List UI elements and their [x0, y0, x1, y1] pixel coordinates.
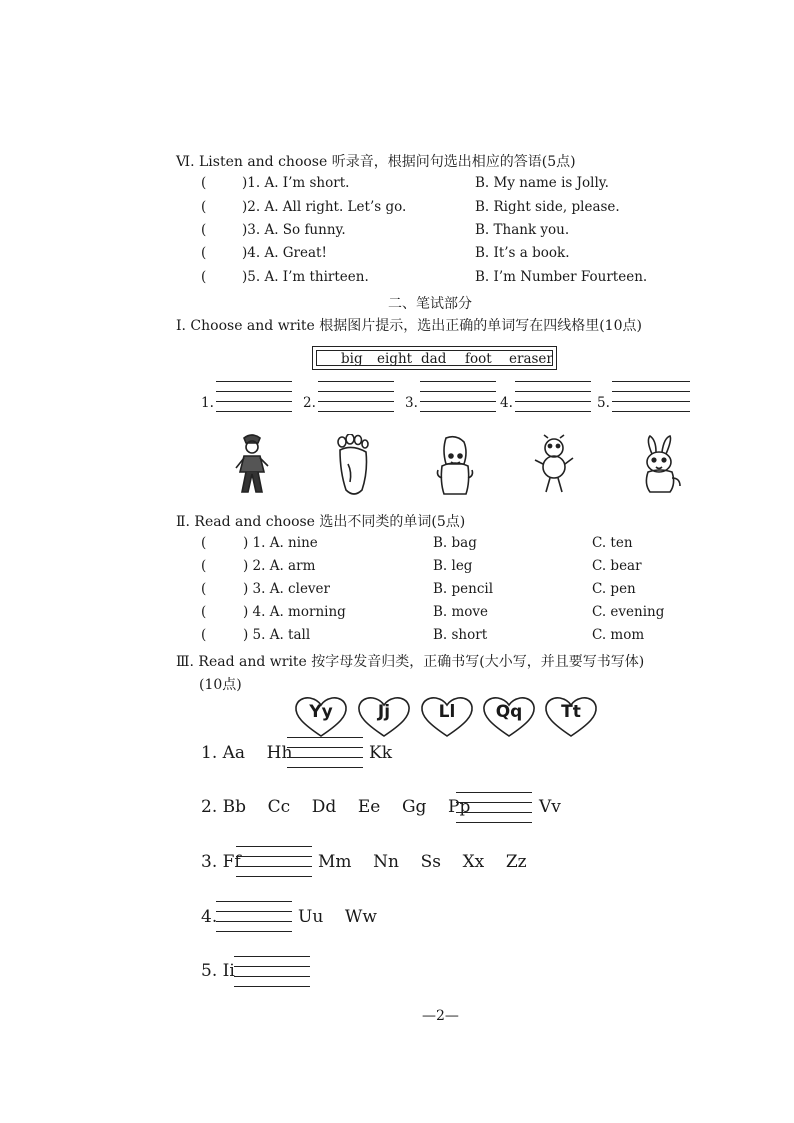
section-6-title: Ⅵ. Listen and choose 听录音，根据问句选出相应的答语(5点) [176, 154, 576, 170]
writing-grid[interactable] [515, 381, 591, 411]
heart-letter-yy [293, 696, 349, 738]
paren-open: ( [201, 199, 207, 215]
word-bank-word: foot [465, 351, 492, 367]
letter-line-2-prefix: 2. Bb Cc Dd Ee Gg Pp [201, 797, 471, 817]
option-a: )3. A. So funny. [242, 222, 346, 238]
option-a: ) 2. A. arm [243, 558, 316, 574]
section-3-title: Ⅲ. Read and write 按字母发音归类，正确书写(大小写，并且要写书写体) [176, 654, 645, 670]
writing-grid[interactable] [420, 381, 496, 411]
eraser-picture-icon [434, 434, 476, 498]
letter-line-1-prefix: 1. Aa Hh [201, 743, 293, 763]
paren-open: ( [201, 581, 207, 597]
writing-grid[interactable] [216, 381, 292, 411]
written-part-heading: 二、笔试部分 [388, 296, 472, 312]
word-bank-word: eight [377, 351, 413, 367]
section-3-points: (10点) [199, 677, 242, 693]
paren-open: ( [201, 535, 207, 551]
writing-grid[interactable] [236, 846, 312, 876]
option-b: B. Thank you. [475, 222, 570, 238]
writing-grid[interactable] [234, 956, 310, 986]
option-c: C. pen [592, 581, 636, 597]
option-a: )5. A. I’m thirteen. [242, 269, 369, 285]
letter-line-2-suffix: Vv [539, 797, 561, 817]
section-2-title: Ⅱ. Read and choose 选出不同类的单词(5点) [176, 514, 466, 530]
letter-line-4-suffix: Uu Ww [298, 907, 377, 927]
page-number: —2— [422, 1008, 459, 1024]
heart-letter-jj [356, 696, 412, 738]
word-bank-word: dad [421, 351, 447, 367]
paren-open: ( [201, 245, 207, 261]
paren-open: ( [201, 269, 207, 285]
option-c: C. evening [592, 604, 665, 620]
paren-open: ( [201, 175, 207, 191]
option-a: ) 1. A. nine [243, 535, 318, 551]
heart-label: Ll [438, 702, 456, 722]
option-a: ) 3. A. clever [243, 581, 330, 597]
option-b: B. leg [433, 558, 473, 574]
item-number: 1. [201, 395, 214, 411]
heart-label: Yy [309, 702, 333, 722]
option-a: ) 5. A. tall [243, 627, 311, 643]
option-b: B. I’m Number Fourteen. [475, 269, 648, 285]
item-number: 2. [303, 395, 316, 411]
option-b: B. My name is Jolly. [475, 175, 609, 191]
paren-open: ( [201, 558, 207, 574]
word-bank-word: eraser [509, 351, 553, 367]
letter-line-1-suffix: Kk [369, 743, 393, 763]
option-b: B. move [433, 604, 489, 620]
heart-label: Tt [561, 702, 581, 722]
letter-line-3-prefix: 3. Ff [201, 852, 241, 872]
word-bank-word: big [341, 351, 363, 367]
man-picture-icon [230, 432, 274, 496]
heart-label: Jj [377, 702, 391, 722]
number-eight-picture-icon [532, 434, 576, 496]
heart-letter-tt [543, 696, 599, 738]
option-a: )4. A. Great! [242, 245, 327, 261]
option-b: B. pencil [433, 581, 494, 597]
heart-letter-ll [419, 696, 475, 738]
word-bank-box [312, 346, 557, 370]
option-c: C. bear [592, 558, 642, 574]
heart-letter-qq [481, 696, 537, 738]
option-b: B. bag [433, 535, 477, 551]
writing-grid[interactable] [318, 381, 394, 411]
option-b: B. Right side, please. [475, 199, 620, 215]
item-number: 3. [405, 395, 418, 411]
option-b: B. It’s a book. [475, 245, 570, 261]
writing-grid[interactable] [612, 381, 690, 411]
option-a: )1. A. I’m short. [242, 175, 350, 191]
section-1-title: Ⅰ. Choose and write 根据图片提示，选出正确的单词写在四线格里(10点) [176, 318, 642, 334]
item-number: 4. [500, 395, 513, 411]
letter-line-4-prefix: 4. [201, 907, 218, 927]
option-b: B. short [433, 627, 488, 643]
heart-label: Qq [495, 702, 523, 722]
paren-open: ( [201, 604, 207, 620]
foot-picture-icon [334, 434, 374, 498]
option-a: ) 4. A. morning [243, 604, 346, 620]
letter-line-5-prefix: 5. Ii [201, 961, 235, 981]
letter-line-3-suffix: Mm Nn Ss Xx Zz [318, 852, 527, 872]
item-number: 5. [597, 395, 610, 411]
writing-grid[interactable] [287, 737, 363, 767]
paren-open: ( [201, 222, 207, 238]
writing-grid[interactable] [456, 792, 532, 822]
option-c: C. mom [592, 627, 645, 643]
paren-open: ( [201, 627, 207, 643]
option-a: )2. A. All right. Let’s go. [242, 199, 407, 215]
writing-grid[interactable] [216, 901, 292, 931]
rabbit-picture-icon [636, 434, 684, 496]
option-c: C. ten [592, 535, 633, 551]
